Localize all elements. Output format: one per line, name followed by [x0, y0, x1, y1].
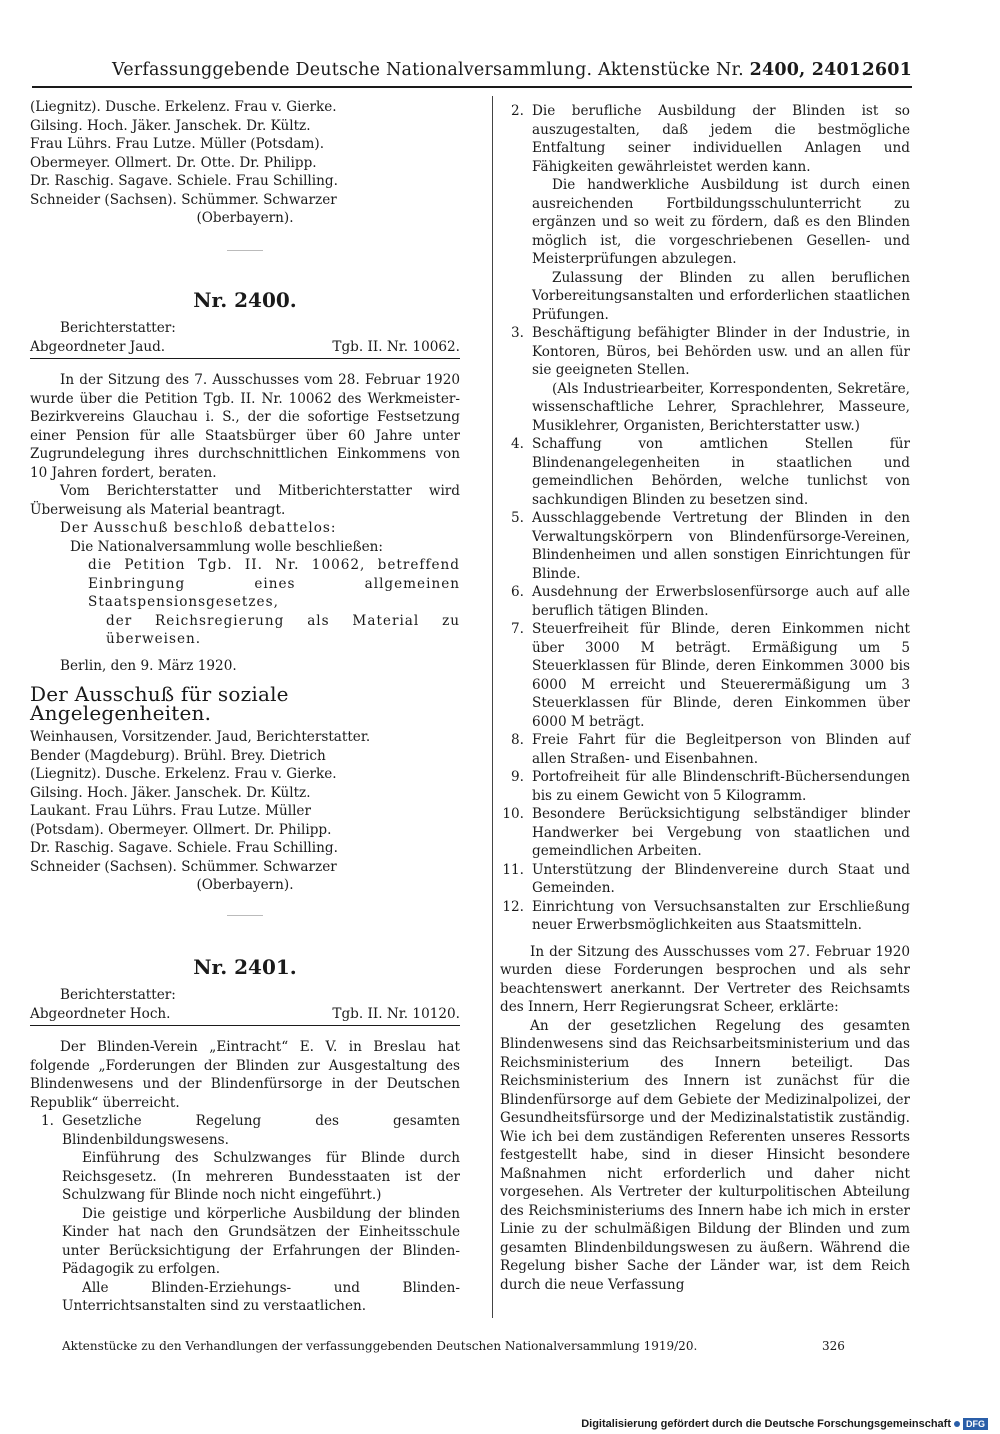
dfg-dot-icon — [954, 1421, 960, 1427]
header-doc-ref-prefix: Aktenstücke Nr. — [598, 60, 744, 80]
footer-text: Aktenstücke zu den Verhandlungen der verfassunggebenden Deutschen Nationalversammlung 1919/20. — [62, 1339, 698, 1353]
paragraph: In der Sitzung des 7. Ausschusses vom 28. Februar 1920 wurde über die Petition Tgb. II. Nr. 10062 des Werkmeister-Bezirkvereins Glauchau i. S., der die sofortige Festsetzung einer Pension für alle Staatsbürger über 60 Jahre unter Zugrundelegung ihres durchschnittlichen Einkommens von 10 Jahren fordert, beraten. — [30, 372, 460, 481]
demand-item — [500, 620, 910, 731]
page-footer — [62, 1339, 862, 1353]
name-line: Obermeyer. Ollmert. Dr. Otte. Dr. Philipp. — [30, 154, 317, 171]
demand-item — [500, 324, 910, 380]
credit-text: Digitalisierung gefördert durch die Deutsche Forschungsgemeinschaft — [581, 1418, 951, 1430]
paragraph: In der Sitzung des Ausschusses vom 27. Februar 1920 wurden diese Forderungen besprochen und als sehr beachtenswert anerkannt. Der Vertreter des Reichsamts des Innern, Herr Regierungsrat Scheer, erklärte: — [500, 943, 910, 1015]
demand-item — [500, 731, 910, 768]
reporter-name: Abgeordneter Jaud. — [30, 338, 166, 355]
spacer — [30, 649, 460, 657]
motion-intro: Die Nationalversammlung wolle beschließen: — [70, 538, 383, 555]
name-line: Frau Lührs. Frau Lutze. Müller (Potsdam). — [30, 136, 325, 152]
digitization-credit — [581, 1418, 988, 1430]
reporter-line — [30, 1005, 460, 1027]
item-number: 12. — [502, 898, 524, 915]
name-line: Schneider (Sachsen). Schümmer. Schwarzer — [30, 191, 337, 208]
section-title: Nr. 2401. — [193, 954, 297, 979]
item-text: Einrichtung von Versuchsanstalten zur Erschließung neuer Erwerbsmöglichkeiten aus Staatsmitteln. — [532, 898, 910, 933]
column-divider — [492, 96, 493, 1318]
demand-item — [500, 768, 910, 805]
demands-list — [500, 102, 910, 935]
member-line: Schneider (Sachsen). Schümmer. Schwarzer — [30, 858, 337, 875]
name-line: Gilsing. Hoch. Jäker. Janschek. Dr. Kültz. — [30, 117, 311, 134]
section-nr-2401 — [30, 954, 460, 1316]
member-line: (Oberbayern). — [196, 877, 294, 893]
member-line: Bender (Magdeburg). Brühl. Brey. Dietrich — [30, 747, 326, 764]
diary-reference: Tgb. II. Nr. 10062. — [332, 338, 460, 355]
item-number: 11. — [502, 861, 524, 878]
demand-item — [500, 435, 910, 509]
member-line: Laukant. Frau Lührs. Frau Lutze. Müller — [30, 803, 311, 819]
section-title: Nr. 2400. — [193, 287, 297, 312]
carryover-names — [30, 98, 460, 228]
demand-item — [500, 583, 910, 620]
demand-item — [500, 509, 910, 583]
item-text: Freie Fahrt für die Begleitperson von Blinden auf allen Straßen- und Eisenbahnen. — [532, 732, 910, 767]
reporter-label: Berichterstatter: — [60, 320, 176, 336]
reporter-label: Berichterstatter: — [60, 987, 176, 1003]
resolution-intro: Der Ausschuß beschloß debattelos: — [60, 520, 337, 536]
item-number: 3. — [511, 325, 524, 341]
page-header — [112, 60, 912, 86]
demand-item — [500, 102, 910, 176]
demand-item — [500, 805, 910, 861]
item-text: Ausschlaggebende Vertretung der Blinden in den Verwaltungskörpern von Blindenfürsorge-Vereinen, Blindenheimen und allen sonstigen Einrichtungen für Blinde. — [532, 510, 910, 582]
section-nr-2400 — [30, 287, 460, 676]
item-number: 7. — [511, 621, 524, 637]
item-paragraph: Die geistige und körperliche Ausbildung der blinden Kinder hat nach den Grundsätzen der Einheitsschule unter Berücksichtigung der Erfahrungen der Blinden-Pädagogik zu erfolgen. — [62, 1205, 460, 1277]
committee-title: Der Ausschuß für soziale Angelegenheiten. — [30, 682, 289, 725]
item-text: Unterstützung der Blindenvereine durch Staat und Gemeinden. — [532, 861, 910, 896]
item-paragraph: Alle Blinden-Erziehungs- und Blinden-Unterrichtsanstalten sind zu verstaatlichen. — [62, 1279, 460, 1314]
paragraph: Der Blinden-Verein „Eintracht“ E. V. in Breslau hat folgende „Forderungen der Blinden zur Ausgestaltung des Blindenwesens und der Blindenfürsorge in der Deutschen Republik“ überreicht. — [30, 1039, 460, 1111]
reporter-line — [30, 338, 460, 360]
header-doc-ref-numbers: 2400, 2401. — [749, 60, 868, 80]
item-text: Steuerfreiheit für Blinde, deren Einkommen nicht über 3000 M beträgt. Ermäßigung um 5 Steuerklassen für Blinde, deren Einkommen 3000 bis 6000 M erreicht und Steuerermäßigung um 3 Steuerklassen für Blinde, deren Einkommen über 6000 M beträgt. — [532, 621, 910, 730]
name-line: Dr. Raschig. Sagave. Schiele. Frau Schilling. — [30, 173, 338, 189]
header-title — [112, 60, 868, 80]
item-paragraph: Einführung des Schulzwanges für Blinde durch Reichsgesetz. (In mehreren Bundesstaaten ist der Schulzwang für Blinde noch nicht eingeführt.) — [62, 1150, 460, 1203]
date-line: Berlin, den 9. März 1920. — [60, 657, 237, 674]
member-line: Dr. Raschig. Sagave. Schiele. Frau Schilling. — [30, 840, 338, 856]
item-text: Beschäftigung befähigter Blinder in der Industrie, in Kontoren, Büros, bei Behörden usw. und an allen für sie geeigneten Stellen. — [532, 325, 910, 378]
statement-paragraph: An der gesetzlichen Regelung des gesamten Blindenwesens sind das Reichsarbeitsministerium und das Reichsministerium des Innern beteiligt. Das Reichsministerium des Innern ist zunächst für die Blindenfürsorge auf dem Gebiete der Medizinalpolizei, der Gesundheitsfürsorge und der Medizinalstatistik zuständig. Wie ich bei dem zuständigen Referenten unseres Ressorts festgestellt habe, sind in dieser Hinsicht besondere Maßnahmen nicht erforderlich und daher nicht vorgesehen. Als Vertreter der kulturpolitischen Abteilung des Reichsministeriums des Innern habe ich mich in erster Linie zu der schulmäßigen Bildung der Blinden und zum gesamten Blindenbildungswesen zu äußern. Während die Regelung bisher Sache der Länder war, ist dem Reich durch die neue Verfassung — [500, 1017, 910, 1293]
dfg-logo: DFG — [963, 1418, 988, 1430]
demand-item — [30, 1112, 460, 1149]
page-number: 2601 — [862, 60, 912, 80]
spacer — [500, 935, 910, 943]
item-text: Besondere Berücksichtigung selbständiger blinder Handwerker bei Vergebung von staatlichen und gemeindlichen Arbeiten. — [532, 806, 910, 859]
reporter-name: Abgeordneter Hoch. — [30, 1005, 171, 1022]
item-text: Die berufliche Ausbildung der Blinden ist so auszugestalten, daß jedem die bestmögliche Entfaltung seiner individuellen Anlagen und Fähigkeiten gewährleistet werden kann. — [532, 103, 910, 175]
demand-item — [500, 861, 910, 898]
item-text: Schaffung von amtlichen Stellen für Blindenangelegenheiten in staatlichen und gemeindlichen Behörden, welche tunlichst von sachkundigen Blinden zu besetzen sind. — [532, 436, 910, 508]
demand-item — [500, 898, 910, 935]
member-line: Weinhausen, Vorsitzender. Jaud, Berichterstatter. — [30, 729, 371, 745]
section-separator — [227, 250, 263, 251]
item-text: Portofreiheit für alle Blindenschrift-Büchersendungen bis zu einem Gewicht von 5 Kilogramm. — [532, 769, 910, 804]
committee-block — [30, 682, 460, 895]
item-number: 4. — [511, 436, 524, 452]
header-title-text: Verfassunggebende Deutsche Nationalversammlung. — [112, 60, 593, 80]
motion-body: die Petition Tgb. II. Nr. 10062, betreffend Einbringung eines allgemeinen Staatspensionsgesetzes, — [88, 557, 460, 610]
member-line: Gilsing. Hoch. Jäker. Janschek. Dr. Kültz. — [30, 784, 311, 801]
item-text: Gesetzliche Regelung des gesamten Blindenbildungswesens. — [62, 1113, 460, 1148]
motion-end: der Reichsregierung als Material zu überweisen. — [106, 612, 460, 647]
item-paragraph: (Als Industriearbeiter, Korrespondenten, Sekretäre, wissenschaftliche Lehrer, Sprachlehrer, Masseure, Musiklehrer, Organisten, Berichterstatter usw.) — [532, 380, 910, 434]
item-paragraph: Zulassung der Blinden zu allen beruflichen Vorbereitungsanstalten und erforderlichen staatlichen Prüfungen. — [532, 269, 910, 323]
name-line: (Liegnitz). Dusche. Erkelenz. Frau v. Gierke. — [30, 99, 337, 115]
item-number: 6. — [511, 584, 524, 600]
item-number: 1. — [41, 1113, 54, 1129]
item-number: 8. — [511, 732, 524, 748]
header-rule — [32, 86, 912, 88]
name-line: (Oberbayern). — [196, 210, 294, 226]
paragraph: Vom Berichterstatter und Mitberichterstatter wird Überweisung als Material beantragt. — [30, 483, 460, 518]
item-number: 2. — [511, 103, 524, 119]
item-number: 10. — [502, 806, 524, 822]
footer-number: 326 — [822, 1339, 845, 1353]
left-column — [30, 98, 460, 1316]
item-text: Ausdehnung der Erwerbslosenfürsorge auch auf alle beruflich tätigen Blinden. — [532, 584, 910, 619]
section-separator — [227, 915, 263, 916]
member-line: (Potsdam). Obermeyer. Ollmert. Dr. Philipp. — [30, 821, 332, 838]
member-line: (Liegnitz). Dusche. Erkelenz. Frau v. Gierke. — [30, 766, 337, 782]
item-number: 5. — [511, 510, 524, 526]
item-number: 9. — [511, 769, 524, 785]
right-column — [500, 102, 910, 1294]
diary-reference: Tgb. II. Nr. 10120. — [332, 1005, 460, 1022]
item-paragraph: Die handwerkliche Ausbildung ist durch einen ausreichenden Fortbildungsschulunterricht zu ergänzen und so weit zu fördern, daß es den Blinden möglich ist, die vorgeschriebenen Gesellen- und Meisterprüfungen abzulegen. — [532, 177, 910, 267]
